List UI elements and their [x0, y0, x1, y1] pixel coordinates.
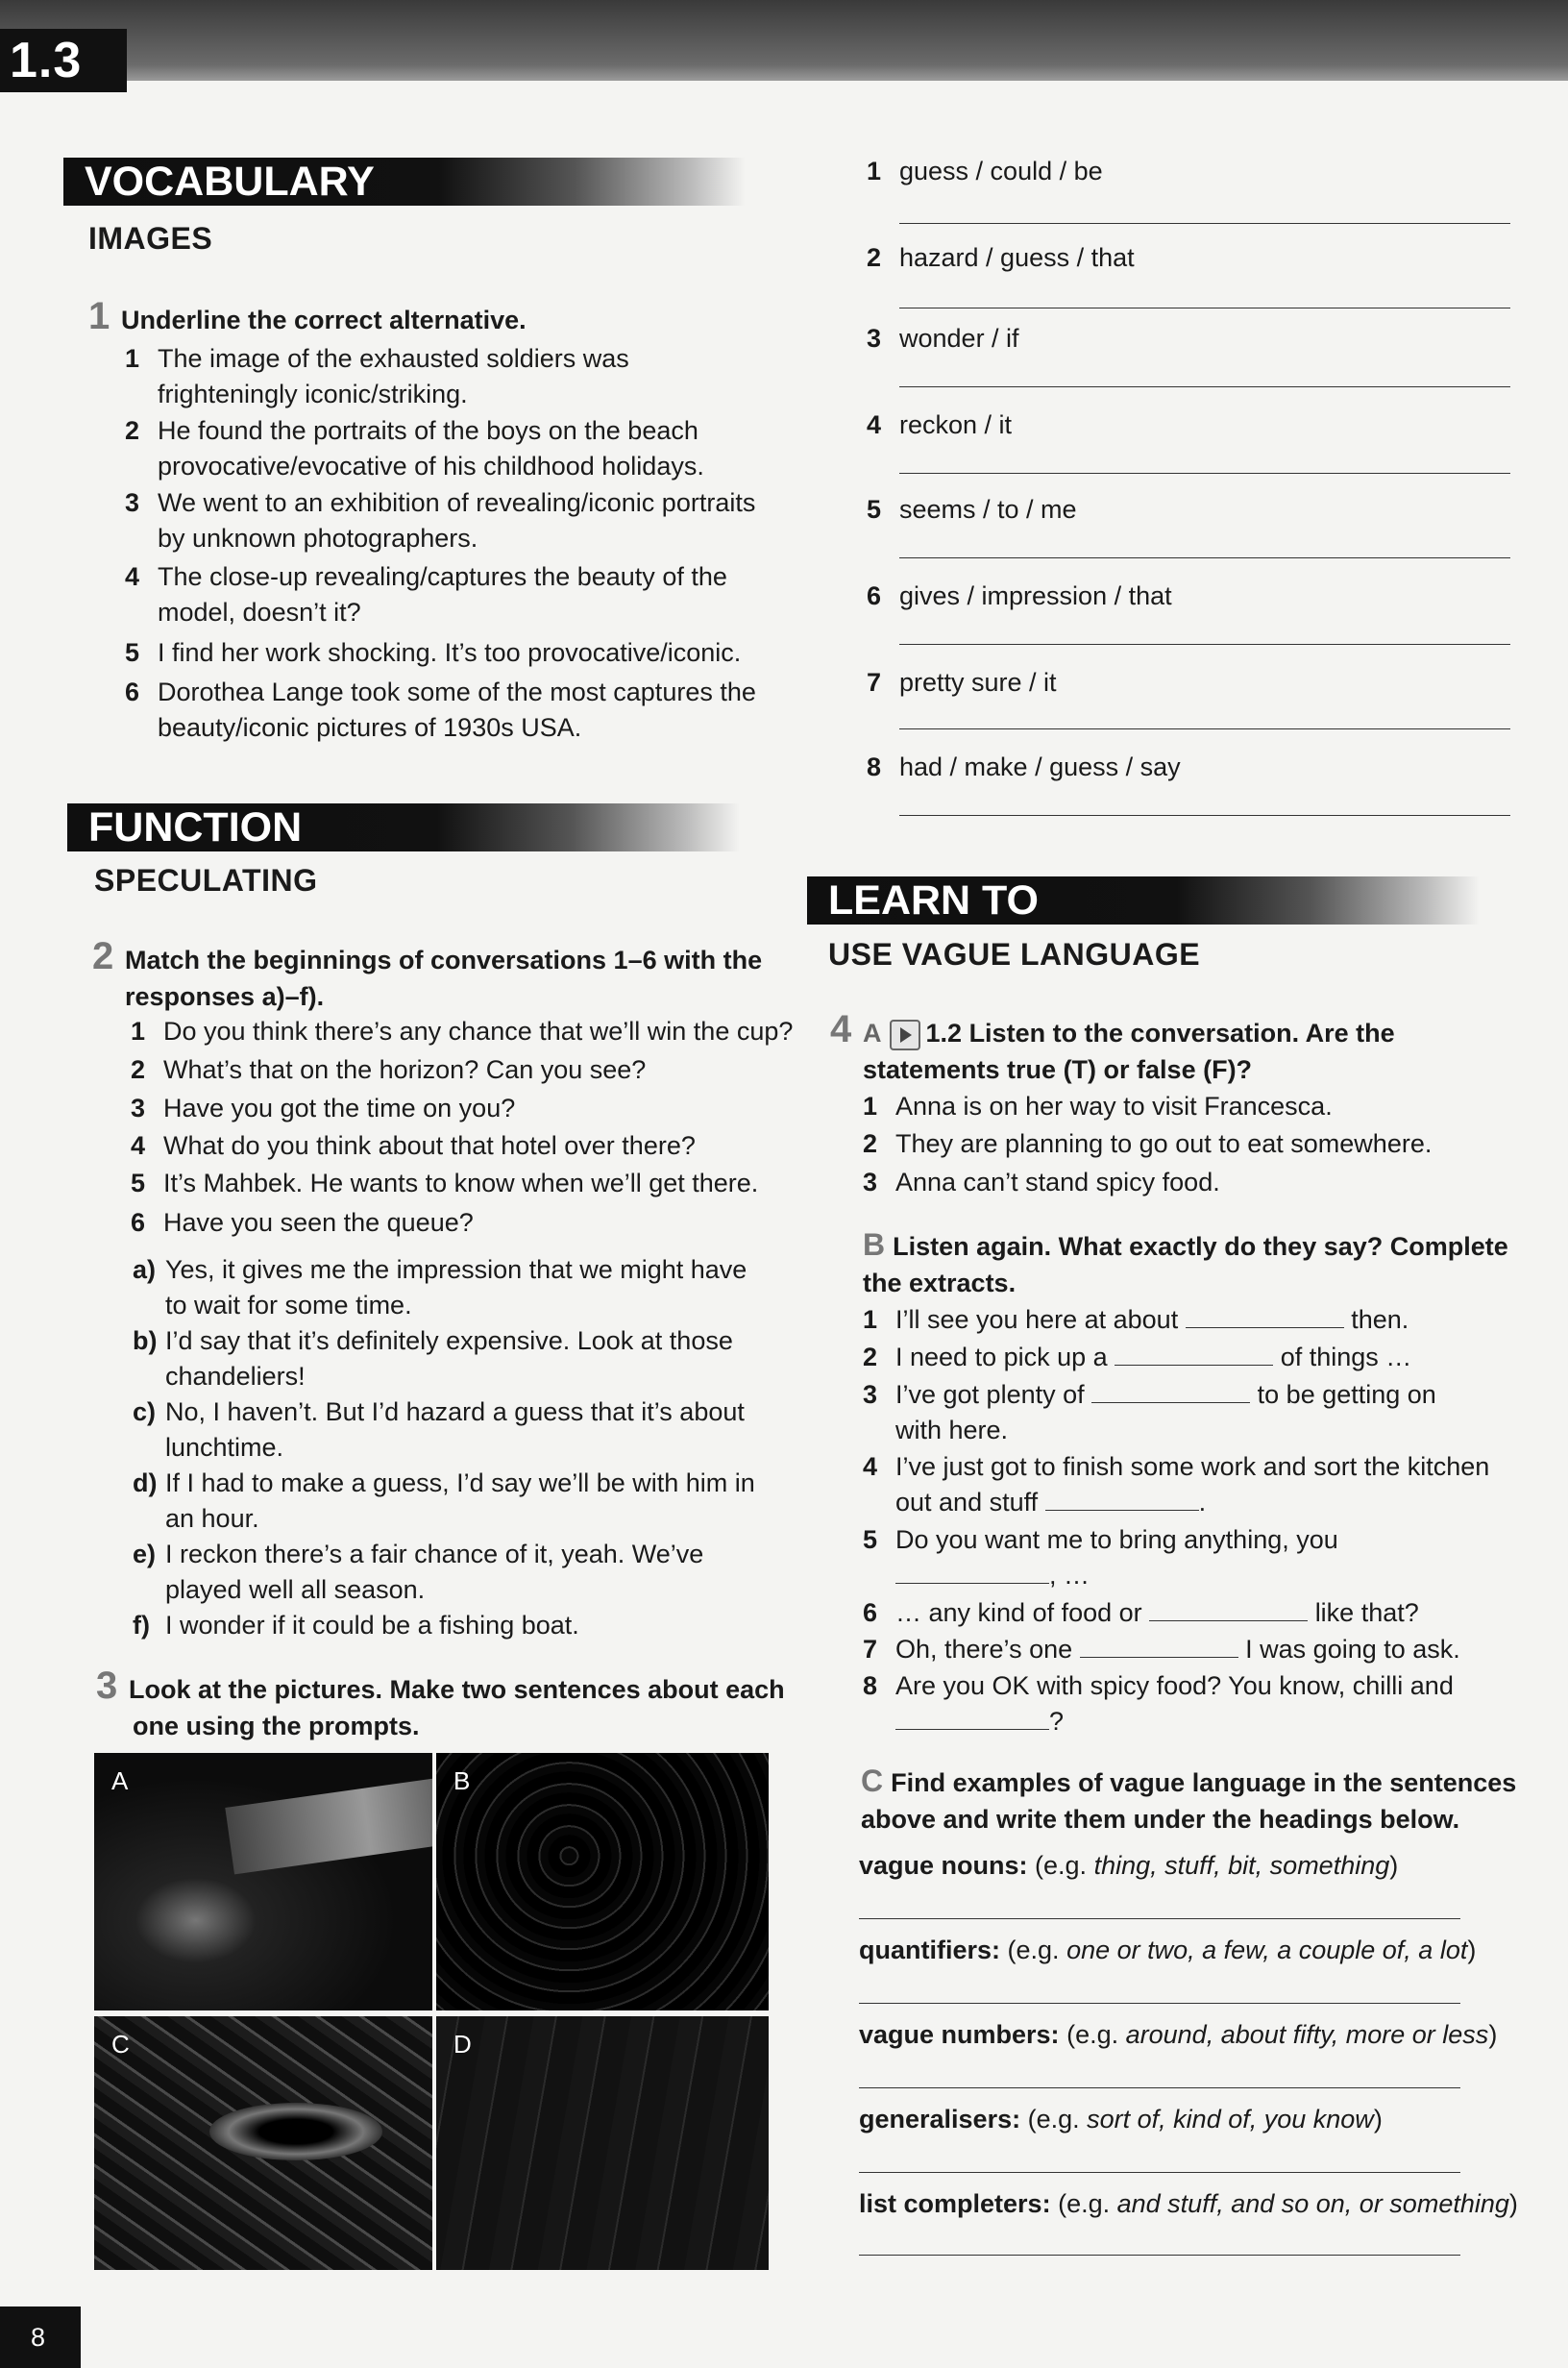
item-number: 2	[863, 1129, 878, 1158]
exercise-number: 2	[92, 935, 114, 977]
item-text: like that?	[1314, 1598, 1419, 1627]
response-item	[133, 1466, 805, 1537]
prompt-item	[867, 321, 1520, 357]
item-text: I’ve got plenty of	[895, 1380, 1085, 1409]
gap-blank[interactable]	[1186, 1304, 1344, 1328]
gap-blank[interactable]	[895, 1706, 1049, 1730]
item-text: Are you OK with spicy food? You know, chilli and	[895, 1671, 1454, 1700]
item-number: 2	[125, 416, 140, 445]
item-text: .	[1198, 1488, 1207, 1517]
gap-blank[interactable]	[1080, 1634, 1238, 1658]
item-text: played well all season.	[165, 1575, 426, 1604]
heading-vague-nouns	[859, 1847, 1541, 1884]
close-paren: )	[1488, 2020, 1498, 2049]
photo-b	[436, 1753, 769, 2010]
item-text: of things …	[1280, 1343, 1412, 1371]
item-text: gives / impression / that	[899, 581, 1172, 610]
gap-blank[interactable]	[1045, 1487, 1199, 1511]
response-item	[133, 1252, 805, 1323]
list-item	[131, 1052, 822, 1088]
photo-label: D	[453, 2030, 472, 2059]
instruction-text: statements true (T) or false (F)?	[863, 1055, 1253, 1084]
item-number: 8	[867, 752, 882, 781]
item-text: lunchtime.	[165, 1433, 284, 1462]
item-number: 3	[867, 324, 882, 353]
item-text: The close-up revealing/captures the beauty of the	[158, 562, 727, 591]
item-number: 4	[131, 1131, 146, 1160]
photo-a	[94, 1753, 432, 2010]
heading-examples: sort of, kind of, you know	[1087, 2105, 1374, 2134]
heading-generalisers	[859, 2101, 1541, 2137]
prompt-item	[867, 240, 1520, 276]
item-text: Anna can’t stand spicy food.	[895, 1168, 1220, 1196]
instruction-text: Underline the correct alternative.	[121, 306, 527, 334]
close-paren: )	[1467, 1936, 1477, 1964]
item-text: I reckon there’s a fair chance of it, yeah. We’ve	[165, 1540, 704, 1568]
heading-label: vague numbers:	[859, 2020, 1060, 2049]
unit-number: 1.3	[0, 29, 127, 92]
photo-label: C	[111, 2030, 130, 2059]
top-photo-band	[0, 0, 1568, 81]
answer-line[interactable]	[859, 2172, 1460, 2173]
function-subhead: SPECULATING	[94, 863, 318, 898]
response-item	[133, 1537, 805, 1608]
list-item	[125, 485, 797, 556]
answer-line[interactable]	[899, 223, 1510, 224]
photo-c	[94, 2016, 432, 2270]
answer-line[interactable]	[899, 557, 1510, 558]
item-text: Yes, it gives me the impression that we might have	[165, 1255, 747, 1284]
answer-line[interactable]	[899, 644, 1510, 645]
instruction-text: the extracts.	[863, 1269, 1017, 1297]
instruction-text: Find examples of vague language in the sentences	[891, 1768, 1517, 1797]
exercise-4a-instruction	[830, 1008, 1531, 1088]
item-number: 5	[125, 638, 140, 667]
list-item	[863, 1165, 1516, 1200]
list-item	[863, 1126, 1516, 1162]
heading-list-completers	[859, 2185, 1541, 2222]
item-text: frighteningly iconic/striking.	[158, 380, 468, 408]
item-text: with here.	[895, 1416, 1009, 1444]
item-number: 4	[867, 410, 882, 439]
answer-line[interactable]	[899, 386, 1510, 387]
part-letter: A	[863, 1019, 882, 1048]
gap-fill-item	[863, 1668, 1526, 1739]
audio-play-icon[interactable]	[890, 1020, 920, 1050]
item-number: 6	[131, 1208, 146, 1237]
gap-fill-item	[863, 1595, 1526, 1631]
gap-blank[interactable]	[1091, 1379, 1250, 1403]
item-text: … any kind of food or	[895, 1598, 1142, 1627]
close-paren: )	[1389, 1851, 1399, 1880]
item-text: Anna is on her way to visit Francesca.	[895, 1092, 1333, 1121]
photo-label: B	[453, 1766, 471, 1795]
heading-examples: and stuff, and so on, or something	[1116, 2189, 1509, 2218]
item-text: provocative/evocative of his childhood holidays.	[158, 452, 704, 481]
item-letter: c)	[133, 1397, 157, 1426]
list-item	[125, 341, 797, 412]
vocabulary-banner: VOCABULARY	[63, 158, 746, 206]
item-text: an hour.	[165, 1504, 259, 1533]
item-text: to wait for some time.	[165, 1291, 412, 1320]
list-item	[863, 1089, 1516, 1124]
vocabulary-subhead: IMAGES	[88, 221, 213, 256]
gap-fill-item	[863, 1449, 1526, 1520]
response-item	[133, 1608, 805, 1643]
gap-blank[interactable]	[1149, 1597, 1308, 1621]
item-number: 6	[867, 581, 882, 610]
item-text: seems / to / me	[899, 495, 1077, 524]
item-number: 7	[863, 1635, 878, 1664]
list-item	[131, 1091, 822, 1126]
close-paren: )	[1373, 2105, 1383, 2134]
item-number: 5	[131, 1169, 146, 1197]
eg-text: (e.g.	[1058, 2189, 1111, 2218]
answer-line[interactable]	[899, 815, 1510, 816]
learn-to-banner: LEARN TO	[807, 876, 1480, 925]
response-item	[133, 1394, 805, 1466]
prompt-item	[867, 407, 1520, 443]
item-text: pretty sure / it	[899, 668, 1057, 697]
heading-examples: one or two, a few, a couple of, a lot	[1066, 1936, 1468, 1964]
list-item	[131, 1014, 822, 1049]
item-number: 2	[867, 243, 882, 272]
item-text: The image of the exhausted soldiers was	[158, 344, 629, 373]
item-text: Do you want me to bring anything, you	[895, 1525, 1338, 1554]
item-text: guess / could / be	[899, 157, 1103, 185]
answer-line[interactable]	[899, 728, 1510, 729]
item-text: out and stuff	[895, 1488, 1039, 1517]
eg-text: (e.g.	[1007, 1936, 1060, 1964]
heading-quantifiers	[859, 1932, 1541, 1968]
gap-fill-item	[863, 1377, 1526, 1448]
item-number: 3	[863, 1168, 878, 1196]
part-letter: B	[863, 1227, 886, 1262]
track-number: 1.2	[925, 1019, 963, 1048]
item-text: What’s that on the horizon? Can you see?	[163, 1055, 647, 1084]
prompt-item	[867, 579, 1520, 614]
item-letter: e)	[133, 1540, 157, 1568]
item-number: 2	[863, 1343, 878, 1371]
item-number: 4	[125, 562, 140, 591]
photo-shape	[225, 1776, 432, 1875]
eg-text: (e.g.	[1027, 2105, 1080, 2134]
item-text: beauty/iconic pictures of 1930s USA.	[158, 713, 582, 742]
item-text: Have you seen the queue?	[163, 1208, 474, 1237]
eg-text: (e.g.	[1066, 2020, 1119, 2049]
item-letter: d)	[133, 1468, 158, 1497]
item-text: , …	[1049, 1561, 1090, 1590]
instruction-text: Listen again. What exactly do they say? Complete	[893, 1232, 1508, 1261]
list-item	[131, 1166, 822, 1201]
list-item	[131, 1205, 822, 1241]
item-text: I’ve just got to finish some work and sort the kitchen	[895, 1452, 1490, 1481]
item-text: had / make / guess / say	[899, 752, 1181, 781]
item-text: I’d say that it’s definitely expensive. Look at those	[165, 1326, 733, 1355]
item-number: 7	[867, 668, 882, 697]
instruction-text: Look at the pictures. Make two sentences about each	[129, 1675, 785, 1704]
item-text: If I had to make a guess, I’d say we’ll be with him in	[165, 1468, 755, 1497]
item-number: 2	[131, 1055, 146, 1084]
item-text: model, doesn’t it?	[158, 598, 361, 627]
prompt-item	[867, 154, 1520, 189]
item-text: No, I haven’t. But I’d hazard a guess that it’s about	[165, 1397, 745, 1426]
item-number: 1	[131, 1017, 146, 1046]
list-item	[125, 559, 797, 630]
answer-line[interactable]	[899, 473, 1510, 474]
item-text: hazard / guess / that	[899, 243, 1135, 272]
item-number: 3	[125, 488, 140, 517]
exercise-3-instruction	[96, 1667, 807, 1744]
item-text: by unknown photographers.	[158, 524, 478, 553]
exercise-number: 4	[830, 1008, 852, 1050]
exercise-2-instruction	[92, 935, 803, 1015]
item-text: ?	[1049, 1707, 1065, 1736]
heading-label: vague nouns:	[859, 1851, 1028, 1880]
item-letter: b)	[133, 1326, 158, 1355]
instruction-text: Listen to the conversation. Are the	[968, 1019, 1395, 1048]
exercise-4c-instruction	[861, 1763, 1543, 1838]
gap-fill-item	[863, 1340, 1526, 1375]
item-text: I’ll see you here at about	[895, 1305, 1179, 1334]
item-text: What do you think about that hotel over there?	[163, 1131, 696, 1160]
answer-line[interactable]	[859, 2087, 1460, 2088]
photo-d	[436, 2016, 769, 2270]
gap-fill-item	[863, 1302, 1526, 1338]
exercise-number: 3	[96, 1665, 118, 1707]
item-number: 3	[863, 1380, 878, 1409]
item-text: then.	[1351, 1305, 1409, 1334]
heading-examples: around, about fifty, more or less	[1125, 2020, 1489, 2049]
close-paren: )	[1508, 2189, 1518, 2218]
heading-vague-numbers	[859, 2016, 1541, 2053]
answer-line[interactable]	[859, 1918, 1460, 1919]
item-text: Do you think there’s any chance that we’ll win the cup?	[163, 1017, 794, 1046]
heading-label: generalisers:	[859, 2105, 1021, 2134]
item-text: It’s Mahbek. He wants to know when we’ll get there.	[163, 1169, 759, 1197]
item-number: 5	[863, 1525, 878, 1554]
item-number: 1	[863, 1305, 878, 1334]
heading-examples: thing, stuff, bit, something	[1093, 1851, 1390, 1880]
exercise-4b-instruction	[863, 1226, 1535, 1301]
list-item	[125, 675, 797, 746]
item-text: I find her work shocking. It’s too provocative/iconic.	[158, 638, 742, 667]
item-number: 1	[867, 157, 882, 185]
item-number: 3	[131, 1094, 146, 1122]
function-banner: FUNCTION	[67, 803, 740, 851]
instruction-text: one using the prompts.	[133, 1712, 420, 1740]
item-text: Dorothea Lange took some of the most captures the	[158, 678, 756, 706]
photo-label: A	[111, 1766, 129, 1795]
item-text: We went to an exhibition of revealing/iconic portraits	[158, 488, 756, 517]
gap-fill-item	[863, 1632, 1526, 1667]
part-letter: C	[861, 1764, 884, 1798]
item-text: They are planning to go out to eat somewhere.	[895, 1129, 1433, 1158]
list-item	[125, 635, 797, 671]
item-number: 1	[125, 344, 140, 373]
instruction-text: responses a)–f).	[125, 982, 325, 1011]
exercise-1-instruction	[88, 295, 527, 338]
gap-blank[interactable]	[895, 1560, 1049, 1584]
answer-line[interactable]	[859, 2003, 1460, 2004]
item-number: 4	[863, 1452, 878, 1481]
eg-text: (e.g.	[1035, 1851, 1088, 1880]
gap-fill-item	[863, 1522, 1526, 1593]
item-text: to be getting on	[1257, 1380, 1436, 1409]
item-text: Have you got the time on you?	[163, 1094, 516, 1122]
learn-to-subhead: USE VAGUE LANGUAGE	[828, 937, 1201, 972]
answer-line[interactable]	[859, 2255, 1460, 2256]
gap-blank[interactable]	[1115, 1342, 1273, 1366]
item-text: I wonder if it could be a fishing boat.	[165, 1611, 579, 1640]
list-item	[131, 1128, 822, 1164]
list-item	[125, 413, 797, 484]
response-item	[133, 1323, 805, 1394]
prompt-item	[867, 492, 1520, 528]
item-text: I need to pick up a	[895, 1343, 1108, 1371]
instruction-text: Match the beginnings of conversations 1–6 with the	[125, 946, 763, 974]
item-number: 1	[863, 1092, 878, 1121]
prompt-item	[867, 665, 1520, 701]
exercise-number: 1	[88, 295, 110, 337]
item-text: He found the portraits of the boys on the beach	[158, 416, 698, 445]
heading-label: quantifiers:	[859, 1936, 1001, 1964]
item-number: 8	[863, 1671, 878, 1700]
page-number: 8	[0, 2306, 81, 2368]
item-letter: a)	[133, 1255, 157, 1284]
item-letter: f)	[133, 1611, 150, 1640]
heading-label: list completers:	[859, 2189, 1051, 2218]
item-text: Oh, there’s one	[895, 1635, 1073, 1664]
item-text: wonder / if	[899, 324, 1019, 353]
prompt-item	[867, 750, 1520, 785]
item-number: 6	[863, 1598, 878, 1627]
item-number: 6	[125, 678, 140, 706]
item-text: I was going to ask.	[1245, 1635, 1460, 1664]
item-number: 5	[867, 495, 882, 524]
photo-shape	[209, 2103, 382, 2160]
instruction-text: above and write them under the headings below.	[861, 1805, 1460, 1834]
item-text: reckon / it	[899, 410, 1013, 439]
item-text: chandeliers!	[165, 1362, 306, 1391]
